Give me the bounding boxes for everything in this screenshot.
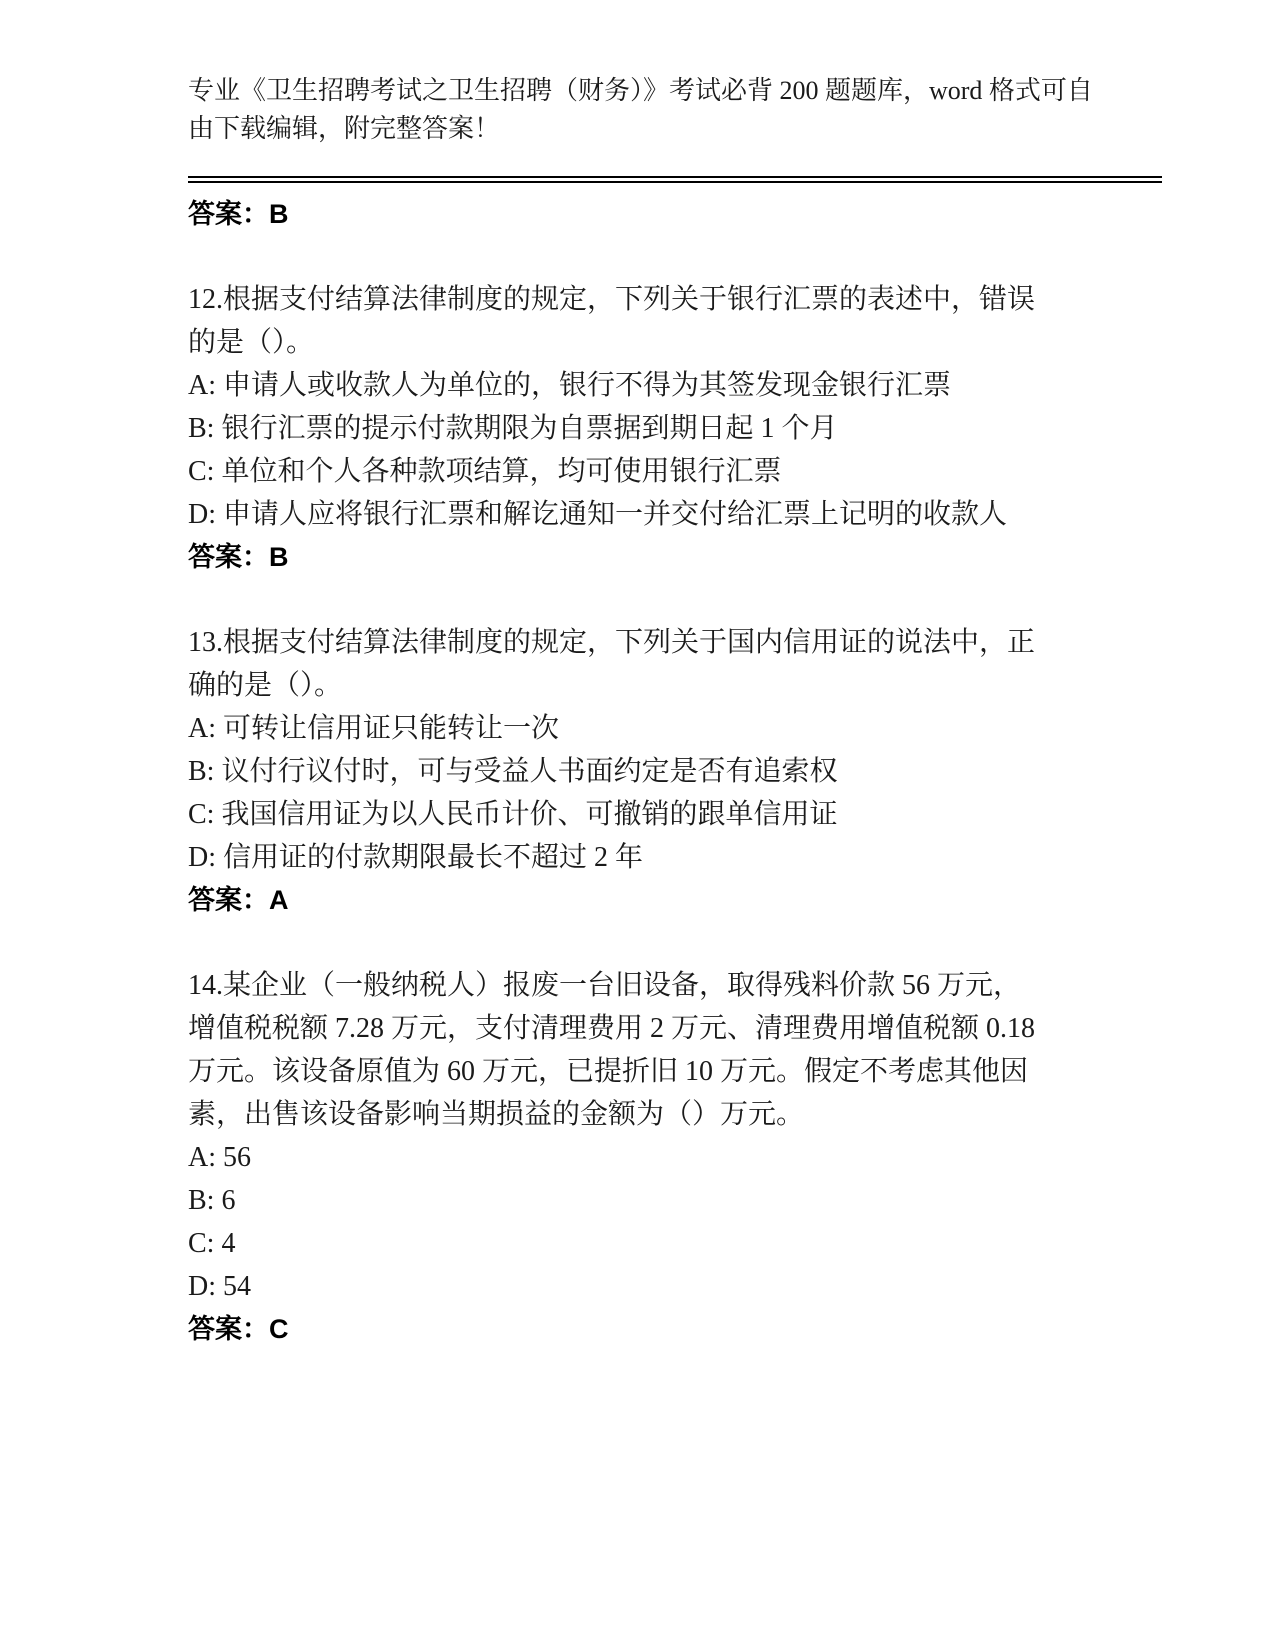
- question-13-option-a: A: 可转让信用证只能转让一次: [188, 713, 560, 744]
- answer-line-question-11: 答案：B: [188, 199, 289, 229]
- header-text-line-1: 专业《卫生招聘考试之卫生招聘（财务）》考试必背 200 题题库，word 格式可自: [188, 76, 1093, 105]
- question-14-option-b: B: 6: [188, 1185, 236, 1216]
- question-14-stem-line-2: 增值税税额 7.28 万元，支付清理费用 2 万元、清理费用增值税额 0.18: [188, 1013, 1036, 1044]
- question-block-12: [188, 278, 1162, 579]
- question-12-option-b: B: 银行汇票的提示付款期限为自票据到期日起 1 个月: [188, 413, 838, 444]
- question-14-option-c: C: 4: [188, 1228, 236, 1259]
- question-block-13: [188, 621, 1162, 922]
- question-13-option-b: B: 议付行议付时，可与受益人书面约定是否有追索权: [188, 756, 838, 787]
- answer-line-question-13: 答案：A: [188, 885, 289, 915]
- question-12-option-c: C: 单位和个人各种款项结算，均可使用银行汇票: [188, 456, 782, 487]
- header-separator-rule: [188, 176, 1162, 183]
- question-14-option-d: D: 54: [188, 1271, 251, 1302]
- question-block-14: [188, 964, 1162, 1351]
- question-13-stem-line-1: 13.根据支付结算法律制度的规定，下列关于国内信用证的说法中，正: [188, 627, 1036, 658]
- question-14-stem-line-4: 素，出售该设备影响当期损益的金额为（）万元。: [188, 1099, 805, 1130]
- question-14-option-a: A: 56: [188, 1142, 251, 1173]
- question-14-stem-line-1: 14.某企业（一般纳税人）报废一台旧设备，取得残料价款 56 万元，: [188, 970, 1022, 1001]
- question-12-stem-line-2: 的是（）。: [188, 327, 315, 358]
- answer-line-question-12: 答案：B: [188, 542, 289, 572]
- question-13-stem-line-2: 确的是（）。: [188, 670, 343, 701]
- question-13-option-c: C: 我国信用证为以人民币计价、可撤销的跟单信用证: [188, 799, 838, 830]
- question-12-option-d: D: 申请人应将银行汇票和解讫通知一并交付给汇票上记明的收款人: [188, 499, 1008, 530]
- question-14-stem-line-3: 万元。该设备原值为 60 万元，已提折旧 10 万元。假定不考虑其他因: [188, 1056, 1029, 1087]
- question-12-stem-line-1: 12.根据支付结算法律制度的规定，下列关于银行汇票的表述中，错误: [188, 284, 1036, 315]
- page-header: [188, 0, 1162, 148]
- question-12-option-a: A: 申请人或收款人为单位的，银行不得为其签发现金银行汇票: [188, 370, 952, 401]
- answer-line-question-14: 答案：C: [188, 1314, 289, 1344]
- header-text-line-2: 由下载编辑，附完整答案！: [188, 114, 501, 143]
- question-13-option-d: D: 信用证的付款期限最长不超过 2 年: [188, 842, 644, 873]
- document-body: [188, 183, 1162, 1351]
